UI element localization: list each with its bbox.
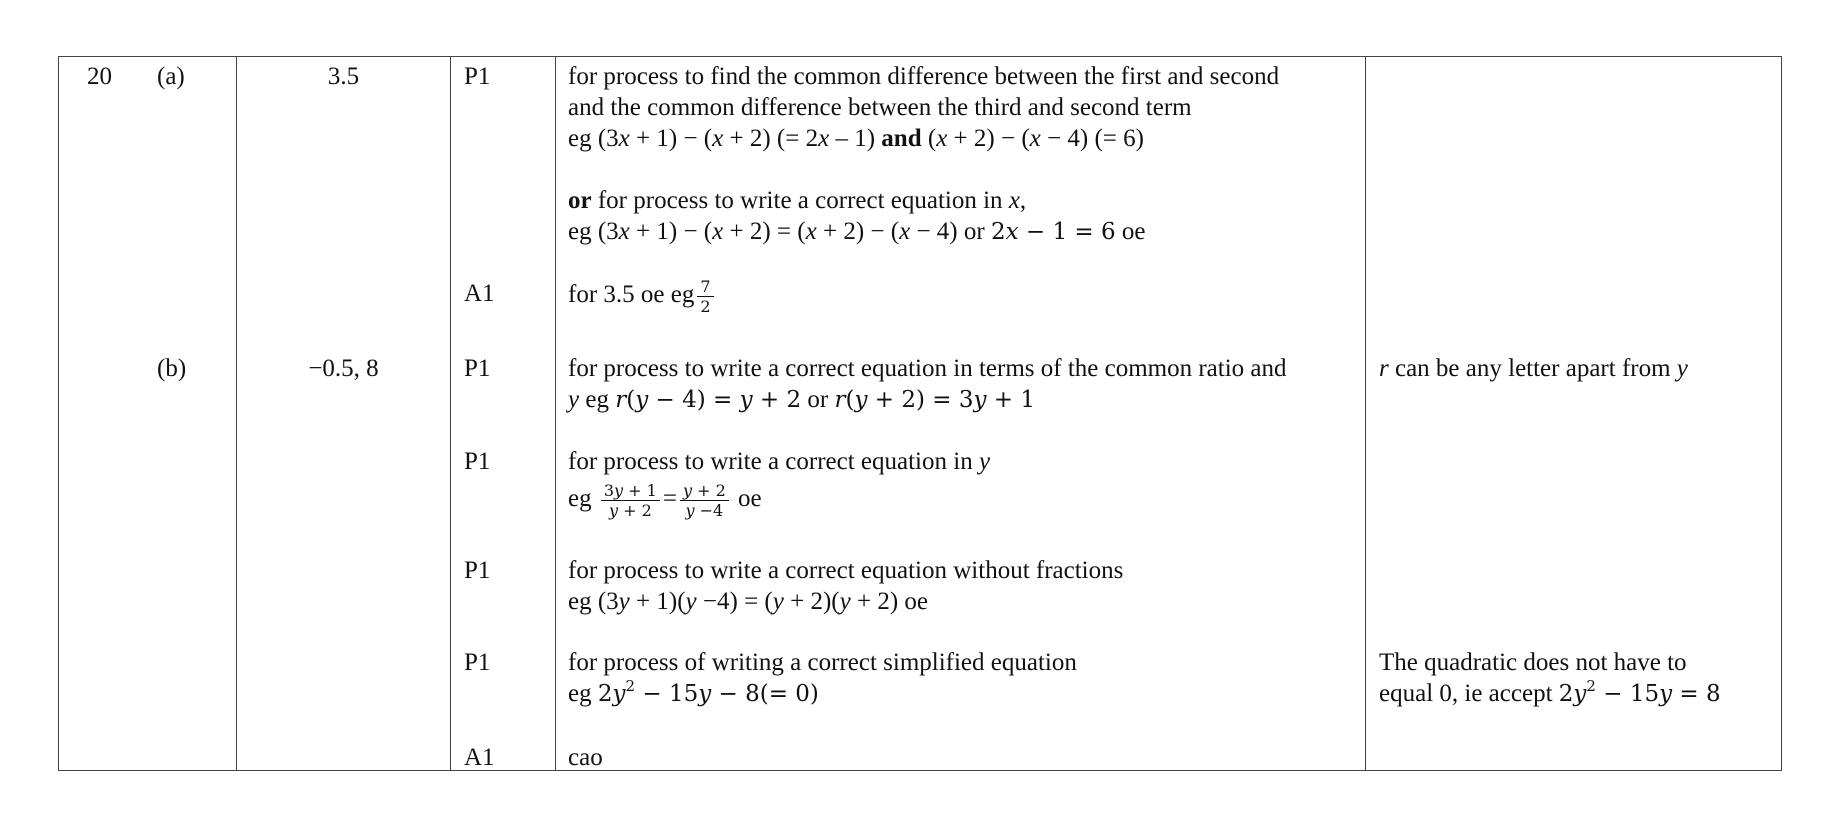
guidance-line: or for process to write a correct equation in x,	[568, 187, 1027, 214]
guidance-line: cao	[568, 744, 603, 771]
fraction: $\frac{3y + 1}{y + 2}$	[601, 481, 660, 520]
column-divider	[450, 57, 451, 770]
mark-scheme-table	[58, 56, 1782, 771]
mark-code: A1	[464, 280, 495, 307]
column-divider	[1365, 57, 1366, 770]
guidance-line: eg (3y + 1)(y −4) = (y + 2)(y + 2) oe	[568, 588, 928, 615]
fraction: $\frac{y + 2}{y -4}$	[680, 481, 729, 520]
guidance-line: y eg r(y − 4) = y + 2 or r(y + 2) = 3y + 1	[568, 386, 1036, 413]
mark-code: P1	[464, 448, 491, 475]
answer-a: 3.5	[327, 63, 360, 90]
guidance-line: for process of writing a correct simplified equation	[568, 649, 1077, 676]
mark-code: P1	[464, 557, 491, 584]
answer-b: −0.5, 8	[308, 355, 379, 382]
mark-code: P1	[464, 355, 491, 382]
guidance-line: for process to write a correct equation in terms of the common ratio and	[568, 355, 1287, 382]
mark-code: P1	[464, 63, 491, 90]
question-number: 20	[87, 63, 112, 90]
additional-guidance: r can be any letter apart from y	[1379, 355, 1688, 382]
guidance-line: for 3.5 oe eg $\frac{7}{2}$	[568, 273, 717, 317]
mark-code: P1	[464, 649, 491, 676]
column-divider	[555, 57, 556, 770]
guidance-line: for process to find the common difference between the first and second	[568, 63, 1280, 90]
fraction: $\frac{7}{2}$	[697, 277, 713, 316]
guidance-line: for process to write a correct equation without fractions	[568, 557, 1124, 584]
guidance-line: eg $2y^2 - 15y - 8(= 0)$	[568, 677, 819, 707]
guidance-line: for process to write a correct equation in y	[568, 448, 991, 475]
additional-guidance: equal 0, ie accept $2y^2 - 15y = 8$	[1379, 677, 1721, 707]
part-label-a: (a)	[157, 63, 185, 90]
additional-guidance: The quadratic does not have to	[1379, 649, 1687, 676]
guidance-line: and the common difference between the third and second term	[568, 94, 1192, 121]
guidance-line: eg (3x + 1) − (x + 2) (= 2x – 1) and (x + 2) − (x − 4) (= 6)	[568, 125, 1144, 152]
guidance-line: eg $\frac{3y + 1}{y + 2}$ = $\frac{y + 2}{y -4}$ oe	[568, 480, 762, 520]
mark-code: A1	[464, 744, 495, 771]
part-label-b: (b)	[157, 355, 187, 382]
guidance-line: eg (3x + 1) − (x + 2) = (x + 2) − (x − 4) or 2x − 1 = 6 oe	[568, 218, 1146, 245]
column-divider	[236, 57, 237, 770]
